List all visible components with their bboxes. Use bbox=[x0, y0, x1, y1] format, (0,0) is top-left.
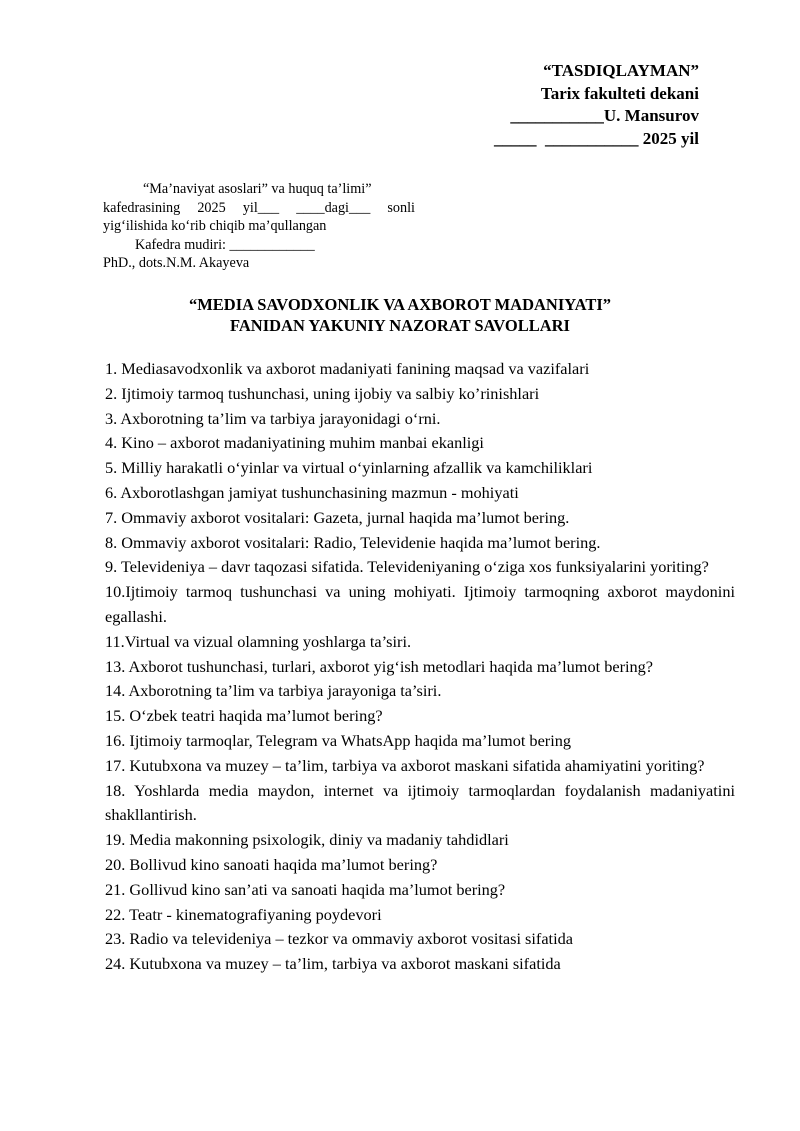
question-item: 13. Axborot tushunchasi, turlari, axborot yig‘ish metodlari haqida ma’lumot bering? bbox=[105, 656, 654, 676]
question-item: 15. O‘zbek teatri haqida ma’lumot bering? bbox=[105, 706, 383, 726]
document-title-line2: FANIDAN YAKUNIY NAZORAT SAVOLLARI bbox=[230, 316, 570, 335]
question-item: 4. Kino – axborot madaniyatining muhim manbai ekanligi bbox=[105, 433, 484, 453]
department-head-name: PhD., dots.N.M. Akayeva bbox=[103, 255, 250, 271]
question-item: 20. Bollivud kino sanoati haqida ma’lumot bering? bbox=[105, 854, 438, 874]
question-item: 7. Ommaviy axborot vositalari: Gazeta, jurnal haqida ma’lumot bering. bbox=[105, 507, 570, 527]
department-approval-note bbox=[103, 180, 415, 273]
question-item: 1. Mediasavodxonlik va axborot madaniyati fanining maqsad va vazifalari bbox=[105, 359, 590, 378]
question-item: 23. Radio va televideniya – tezkor va ommaviy axborot vositasi sifatida bbox=[105, 929, 573, 949]
question-item: 5. Milliy harakatli o‘yinlar va virtual o‘yinlarning afzallik va kamchiliklari bbox=[105, 458, 593, 478]
document-title-line1: “MEDIA SAVODXONLIK VA AXBOROT MADANIYATI” bbox=[188, 295, 612, 314]
question-item: 2. Ijtimoiy tarmoq tushunchasi, uning ijobiy va salbiy ko’rinishlari bbox=[105, 383, 540, 403]
question-item: 14. Axborotning ta’lim va tarbiya jarayoniga ta’siri. bbox=[105, 681, 442, 701]
question-item: 9. Televideniya – davr taqozasi sifatida. Televideniyaning o‘ziga xos funksiyalarini yoriting? bbox=[105, 557, 709, 577]
question-item: 19. Media makonning psixologik, diniy va madaniy tahdidlari bbox=[105, 830, 509, 850]
question-item: 18. Yoshlarda media maydon, internet va ijtimoiy tarmoqlardan foydalanish madaniyatini shakllantirish. bbox=[105, 780, 735, 825]
question-item: 11.Virtual va vizual olamning yoshlarga ta’siri. bbox=[105, 631, 412, 651]
question-item: 21. Gollivud kino san’ati va sanoati haqida ma’lumot bering? bbox=[105, 879, 506, 899]
question-item: 8. Ommaviy axborot vositalari: Radio, Televidenie haqida ma’lumot bering. bbox=[105, 532, 601, 552]
question-item: 17. Kutubxona va muzey – ta’lim, tarbiya va axborot maskani sifatida ahamiyatini yoriting? bbox=[105, 755, 705, 775]
question-item: 24. Kutubxona va muzey – ta’lim, tarbiya va axborot maskani sifatida bbox=[105, 954, 561, 974]
approval-date-line: _____ ___________ 2025 yil bbox=[494, 128, 699, 148]
question-item: 10.Ijtimoiy tarmoq tushunchasi va uning mohiyati. Ijtimoiy tarmoqning axborot maydonini egallashi. bbox=[105, 582, 735, 626]
approval-heading: “TASDIQLAYMAN” bbox=[543, 61, 699, 80]
department-head-line: Kafedra mudiri: ____________ bbox=[135, 236, 315, 253]
document-title bbox=[0, 294, 800, 336]
department-note-line: kafedrasining 2025 yil___ ____dagi___ sonli bbox=[103, 199, 415, 216]
question-item: 3. Axborotning ta’lim va tarbiya jarayonidagi o‘rni. bbox=[105, 408, 441, 428]
question-item: 6. Axborotlashgan jamiyat tushunchasining mazmun - mohiyati bbox=[105, 482, 519, 502]
question-list bbox=[105, 357, 735, 977]
approval-block bbox=[494, 60, 699, 150]
question-item: 16. Ijtimoiy tarmoqlar, Telegram va WhatsApp haqida ma’lumot bering bbox=[105, 730, 572, 750]
department-note-line: yig‘ilishida ko‘rib chiqib ma’qullangan bbox=[103, 218, 327, 234]
question-item: 22. Teatr - kinematografiyaning poydevori bbox=[105, 904, 382, 924]
approval-position: Tarix fakulteti dekani bbox=[540, 83, 699, 103]
approval-signature-line: ___________U. Mansurov bbox=[510, 106, 699, 125]
department-note-line: “Ma’naviyat asoslari” va huquq ta’limi” bbox=[143, 181, 372, 197]
